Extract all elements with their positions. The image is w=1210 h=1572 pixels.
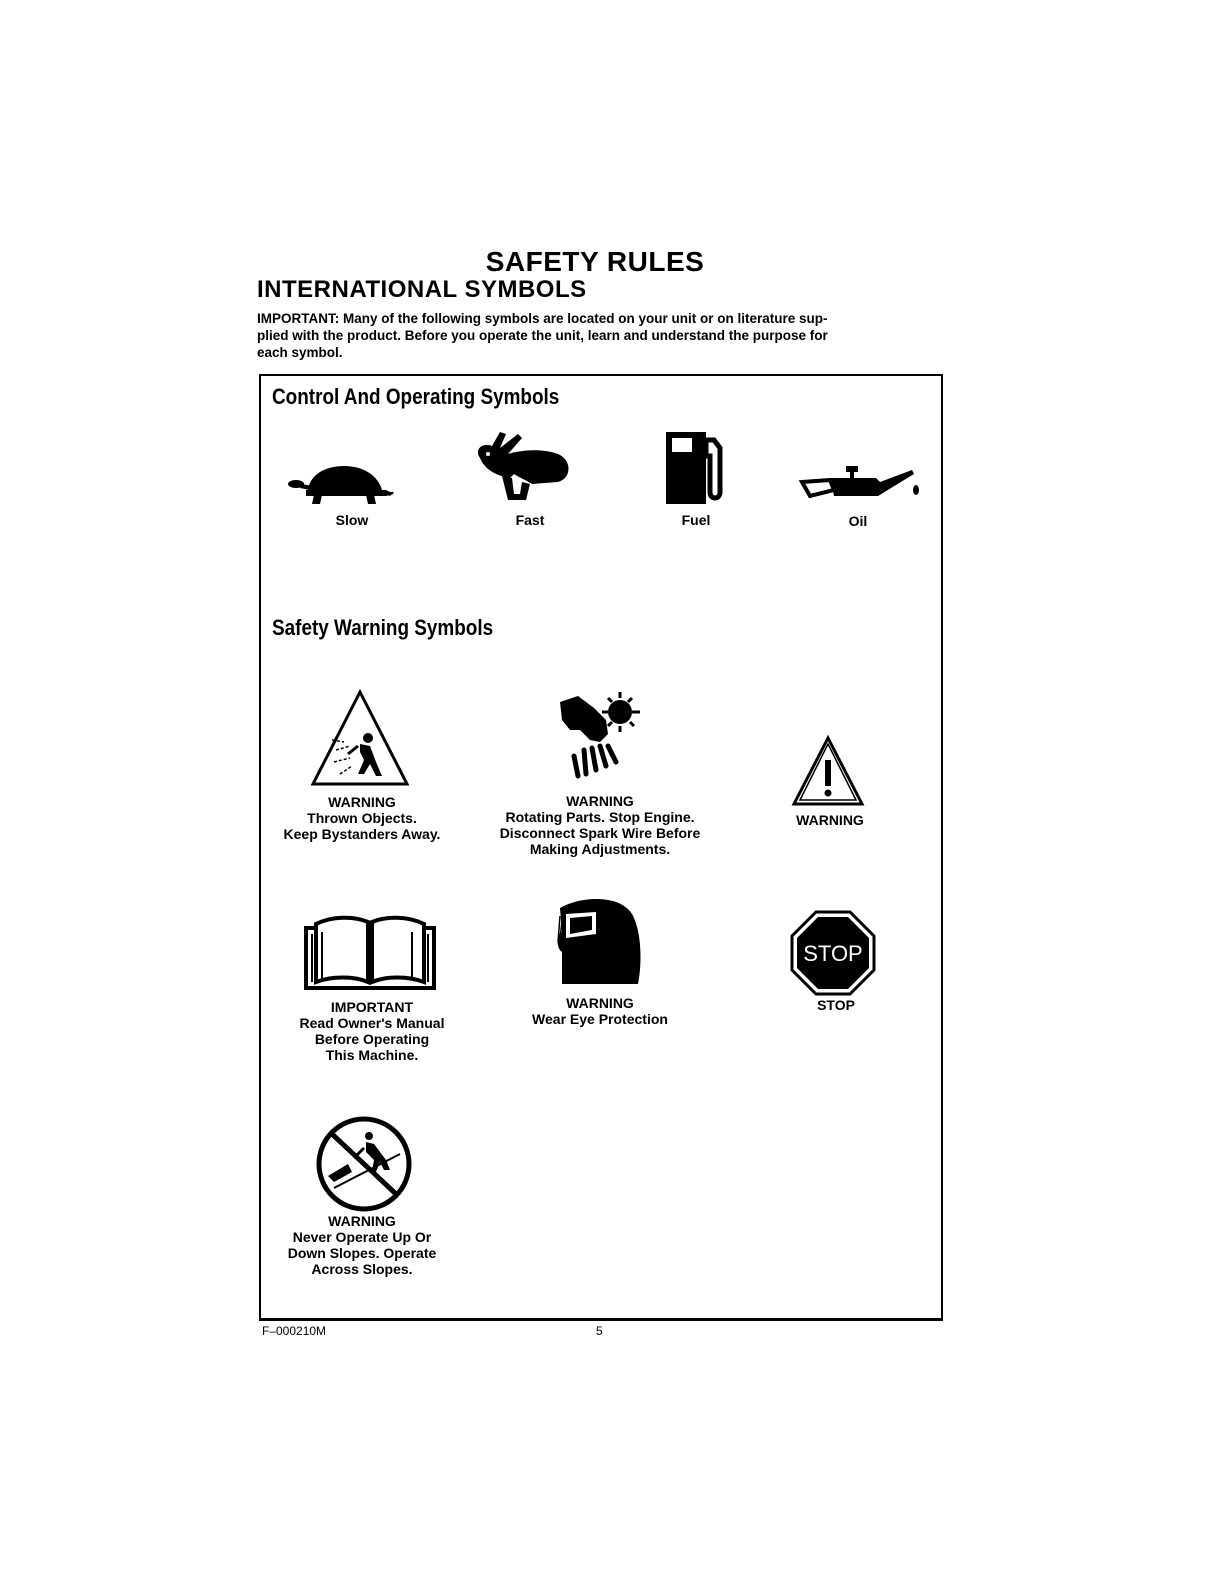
fuel-pump-icon xyxy=(664,430,728,506)
label-line: WARNING xyxy=(566,793,634,809)
no-slope-icon xyxy=(314,1114,414,1214)
intro-text xyxy=(257,310,947,361)
stop-sign-icon xyxy=(790,910,876,996)
section-subtitle: INTERNATIONAL SYMBOLS xyxy=(257,276,587,303)
oil-label: Oil xyxy=(848,513,868,529)
fuel-label: Fuel xyxy=(681,512,711,528)
rabbit-icon xyxy=(472,428,576,502)
intro-line: IMPORTANT: Many of the following symbols are located on your unit or on literature sup- xyxy=(257,311,828,326)
label-line: Rotating Parts. Stop Engine. xyxy=(505,809,695,825)
eye-protection-label xyxy=(500,995,700,1027)
label-line: WARNING xyxy=(566,995,634,1011)
label-line: Thrown Objects. xyxy=(307,810,417,826)
intro-line: plied with the product. Before you operate the unit, learn and understand the purpose for xyxy=(257,328,828,343)
turtle-icon xyxy=(286,462,398,508)
label-line: IMPORTANT xyxy=(330,999,414,1015)
label-line: Read Owner's Manual xyxy=(299,1015,445,1031)
label-line: WARNING xyxy=(328,794,396,810)
control-symbols-heading: Control And Operating Symbols xyxy=(272,384,560,409)
safety-symbols-heading: Safety Warning Symbols xyxy=(272,615,494,640)
intro-line: each symbol. xyxy=(257,345,343,360)
eye-protection-icon xyxy=(556,894,646,986)
thrown-objects-label xyxy=(262,794,462,842)
label-line: Wear Eye Protection xyxy=(532,1011,668,1027)
stop-sign-text: STOP xyxy=(803,941,863,966)
slow-label: Slow xyxy=(335,512,369,528)
label-line: Keep Bystanders Away. xyxy=(283,826,441,842)
label-line: Making Adjustments. xyxy=(529,841,671,857)
document-code: F–000210M xyxy=(262,1324,327,1338)
page-number: 5 xyxy=(596,1324,603,1338)
label-line: Down Slopes. Operate xyxy=(287,1245,437,1261)
thrown-objects-icon xyxy=(310,690,410,788)
label-line: Across Slopes. xyxy=(311,1261,413,1277)
general-warning-label: WARNING xyxy=(796,812,864,828)
fast-label: Fast xyxy=(515,512,545,528)
page-title: SAFETY RULES xyxy=(485,246,705,277)
open-book-icon xyxy=(302,912,438,992)
label-line: Disconnect Spark Wire Before xyxy=(499,825,701,841)
warning-triangle-icon xyxy=(792,736,864,808)
label-line: WARNING xyxy=(328,1213,396,1229)
stop-label: STOP xyxy=(817,997,855,1013)
rotating-parts-icon xyxy=(550,690,646,786)
slopes-label xyxy=(262,1213,462,1277)
oil-can-icon xyxy=(800,462,924,508)
label-line: Never Operate Up Or xyxy=(292,1229,432,1245)
label-line: This Machine. xyxy=(325,1047,419,1063)
rotating-parts-label xyxy=(478,793,722,857)
label-line: Before Operating xyxy=(314,1031,430,1047)
read-manual-label xyxy=(272,999,472,1063)
